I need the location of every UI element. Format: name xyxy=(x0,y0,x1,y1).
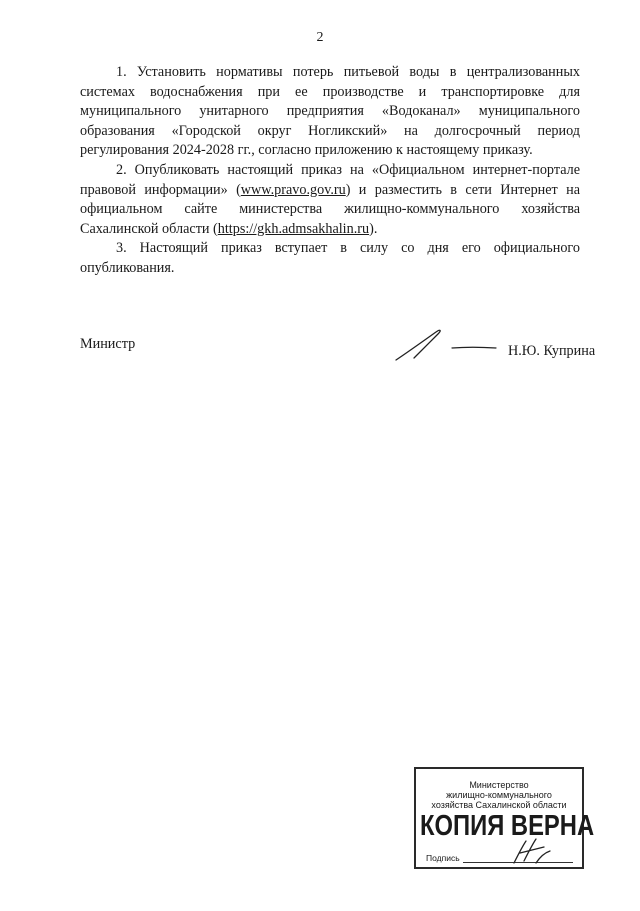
gkh-link[interactable]: https://gkh.admsakhalin.ru xyxy=(217,220,370,237)
stamp-sign-label: Подпись xyxy=(426,853,460,863)
paragraph-2-text-c: ). xyxy=(369,220,378,237)
certified-copy-stamp xyxy=(414,767,595,869)
pravo-link[interactable]: www.pravo.gov.ru xyxy=(240,181,346,198)
paragraph-2-text-a: 2. Опубликовать настоящий приказ на «Официальном интернет-портале правовой информации» ( xyxy=(80,161,580,198)
paragraph-2-text-b: ) и разместить в сети Интернет на официальном сайте министерства жилищно-коммунального хозяйства Сахалинской области ( xyxy=(80,181,580,237)
signatory-name: Н.Ю. Куприна xyxy=(508,343,596,359)
page-number: 2 xyxy=(316,30,324,45)
stamp-main-text: КОПИЯ ВЕРНА xyxy=(420,810,595,842)
stamp-handwritten-signature xyxy=(506,835,556,867)
paragraph-1: 1. Установить нормативы потерь питьевой воды в централизованных системах водоснабжения при ее производстве и транспортировке для муниципального унитарного предприятия «Водоканал» муниципального образования «Городской округ Ногликский» на долгосрочный период регулирования 2024-2028 гг., согласно приложению к настоящему приказу. xyxy=(80,64,580,159)
handwritten-signature xyxy=(390,322,500,367)
stamp-line-1: Министерство xyxy=(469,780,529,790)
paragraph-3: 3. Настоящий приказ вступает в силу со дня его официального опубликования. xyxy=(80,240,580,276)
document-body xyxy=(80,63,580,279)
signatory-title: Министр xyxy=(80,336,136,352)
stamp-line-2: жилищно-коммунального xyxy=(446,790,552,800)
paragraph-2 xyxy=(80,161,580,239)
stamp-line-3: хозяйства Сахалинской области xyxy=(431,800,567,810)
